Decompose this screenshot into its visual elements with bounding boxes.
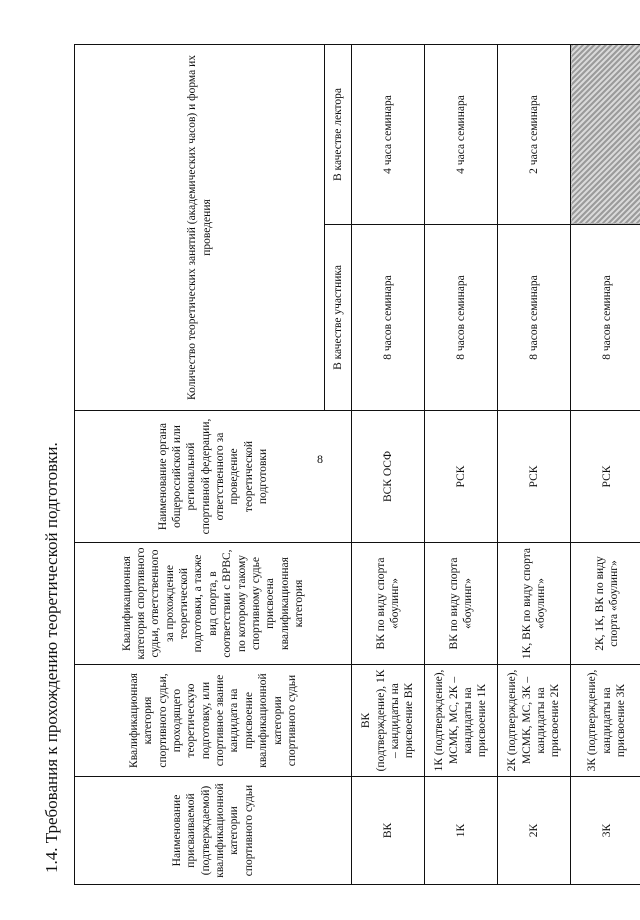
cell-candidates: 3К (подтверждение), кандидаты на присвоение 3К: [571, 665, 640, 777]
section-title: 1.4. Требования к прохождению теоретической подготовки.: [42, 442, 61, 873]
cell-candidates: 2К (подтверждение), МСМК, МС, 3К – кандидаты на присвоение 2К: [498, 665, 571, 777]
cell-organ: РСК: [571, 411, 640, 543]
header-category: Наименование присваиваемой (подтверждаемой) квалификационной категории спортивного судьи: [75, 777, 352, 885]
cell-responsible: 2К, 1К, ВК по виду спорта «боулинг»: [571, 543, 640, 665]
table-row: [425, 44, 498, 884]
header-as-lecturer: В качестве лектора: [325, 44, 352, 224]
cell-organ: РСК: [498, 411, 571, 543]
cell-lecturer-shaded: [571, 44, 640, 224]
cell-candidates: 1К (подтверждение), МСМК, МС, 2К – кандидаты на присвоение 1К: [425, 665, 498, 777]
cell-organ: ВСК ОСФ: [352, 411, 425, 543]
cell-participant: 8 часов семинара: [571, 225, 640, 411]
cell-responsible: ВК по виду спорта «боулинг»: [425, 543, 498, 665]
requirements-table: [74, 44, 640, 885]
cell-lecturer: 4 часа семинара: [352, 44, 425, 224]
table-row: [571, 44, 640, 884]
table-row: [498, 44, 571, 884]
cell-responsible: ВК по виду спорта «боулинг»: [352, 543, 425, 665]
header-as-participant: В качестве участника: [325, 225, 352, 411]
cell-participant: 8 часов семинара: [352, 225, 425, 411]
cell-organ: РСК: [425, 411, 498, 543]
cell-lecturer: 4 часа семинара: [425, 44, 498, 224]
table-header-row: [75, 44, 325, 884]
header-lessons: Количество теоретических занятий (академических часов) и форма их проведения: [75, 44, 325, 410]
table-row: [352, 44, 425, 884]
landscape-content: [38, 35, 628, 885]
cell-participant: 8 часов семинара: [498, 225, 571, 411]
cell-lecturer: 2 часа семинара: [498, 44, 571, 224]
cell-candidates: ВК (подтверждение), 1К – кандидаты на присвоение ВК: [352, 665, 425, 777]
cell-participant: 8 часов семинара: [425, 225, 498, 411]
header-candidates: Квалификационная категория спортивного судьи, проходящего теоретическую подготовку, или спортивное звание кандидата на присвоение квалификационной категории спортивного судьи: [75, 665, 352, 777]
cell-category: 2К: [498, 777, 571, 885]
header-organ: Наименование органа общероссийской или региональной спортивной федерации, ответственного за проведение теоретической подготовки: [75, 411, 352, 543]
cell-category: 1К: [425, 777, 498, 885]
cell-category: 3К: [571, 777, 640, 885]
header-responsible-judge: Квалификационная категория спортивного судьи, ответственного за прохождение теоретической подготовки, а также вид спорта, в соответствии с ВРВС, по которому такому спортивному судье присвоена квалификационная категория: [75, 543, 352, 665]
page-number: 8: [317, 452, 323, 466]
cell-category: ВК: [352, 777, 425, 885]
cell-responsible: 1К, ВК по виду спорта «боулинг»: [498, 543, 571, 665]
